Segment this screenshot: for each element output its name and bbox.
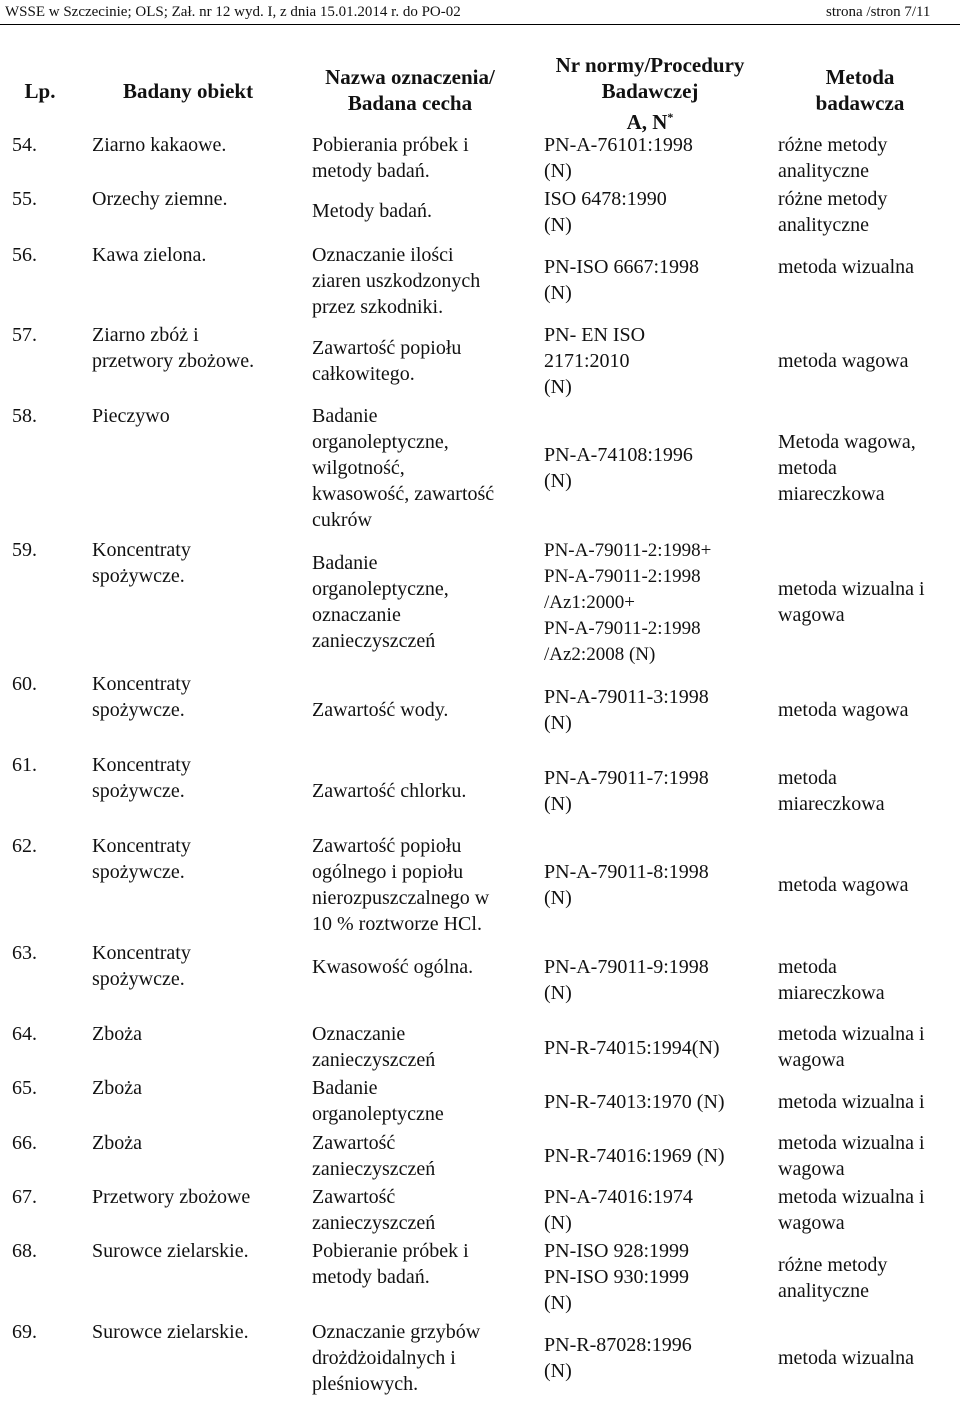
column-header-norm — [520, 52, 780, 135]
row-norm: PN-ISO 928:1999 PN-ISO 930:1999 (N) — [544, 1240, 690, 1314]
row-feature: Oznaczanie ilości ziaren uszkodzonych przez szkodniki. — [312, 244, 481, 318]
row-object: Przetwory zbożowe — [92, 1186, 251, 1208]
header-document-reference: WSSE w Szczecinie; OLS; Zał. nr 12 wyd. I, z dnia 15.01.2014 r. do PO-02 — [5, 4, 461, 20]
row-method: metoda wagowa — [778, 874, 909, 896]
row-feature: Zawartość wody. — [312, 699, 449, 721]
row-object: Koncentraty spożywcze. — [92, 754, 191, 802]
row-norm: PN-ISO 6667:1998 (N) — [544, 256, 700, 304]
row-object: Surowce zielarskie. — [92, 1240, 249, 1262]
row-feature: Zawartość chlorku. — [312, 780, 467, 802]
row-number: 57. — [12, 324, 37, 346]
page-header — [0, 0, 960, 26]
header-divider — [0, 24, 960, 25]
row-norm: PN-A-79011-2:1998+ PN-A-79011-2:1998 /Az1:2000+ PN-A-79011-2:1998 /Az2:2008 (N) — [544, 540, 712, 665]
row-norm: PN-R-74013:1970 (N) — [544, 1091, 725, 1113]
row-norm: PN-A-74016:1974 (N) — [544, 1186, 693, 1234]
row-feature: Badanie organoleptyczne — [312, 1077, 444, 1125]
row-norm: PN-A-76101:1998 (N) — [544, 134, 693, 182]
column-header-norm-text: Nr normy/Procedury Badawczej A, N — [555, 53, 745, 134]
row-number: 56. — [12, 244, 37, 266]
row-norm: PN-R-74015:1994(N) — [544, 1037, 720, 1059]
row-number: 68. — [12, 1240, 37, 1262]
row-method: metoda wizualna i wagowa — [778, 1023, 925, 1071]
row-object: Pieczywo — [92, 405, 170, 427]
row-number: 61. — [12, 754, 37, 776]
header-page-number: strona /stron 7/11 — [826, 4, 931, 20]
row-method: metoda wagowa — [778, 699, 909, 721]
row-feature: Oznaczanie grzybów drożdżoidalnych i pleśniowych. — [312, 1321, 481, 1395]
row-feature: Zawartość zanieczyszczeń — [312, 1132, 436, 1180]
row-number: 66. — [12, 1132, 37, 1154]
column-header-feature: Nazwa oznaczenia/ Badana cecha — [325, 65, 495, 115]
row-object: Kawa zielona. — [92, 244, 207, 266]
row-feature: Badanie organoleptyczne, oznaczanie zanieczyszczeń — [312, 552, 449, 652]
row-method: metoda miareczkowa — [778, 956, 885, 1004]
row-feature: Kwasowość ogólna. — [312, 956, 474, 978]
row-number: 55. — [12, 188, 37, 210]
column-header-method: Metoda badawcza — [815, 65, 905, 115]
row-norm: PN- EN ISO 2171:2010 (N) — [544, 324, 646, 398]
row-method: metoda wizualna i wagowa — [778, 578, 925, 626]
row-norm: PN-A-79011-3:1998 (N) — [544, 686, 709, 734]
row-number: 58. — [12, 405, 37, 427]
row-number: 69. — [12, 1321, 37, 1343]
row-method: metoda wizualna i wagowa — [778, 1186, 925, 1234]
row-object: Koncentraty spożywcze. — [92, 835, 191, 883]
row-object: Orzechy ziemne. — [92, 188, 228, 210]
row-feature: Zawartość popiołu całkowitego. — [312, 337, 462, 385]
row-norm: PN-A-79011-7:1998 (N) — [544, 767, 709, 815]
row-method: różne metody analityczne — [778, 188, 888, 236]
row-number: 64. — [12, 1023, 37, 1045]
row-object: Koncentraty spożywcze. — [92, 539, 191, 587]
row-method: metoda wizualna i wagowa — [778, 1132, 925, 1180]
row-norm: PN-R-87028:1996 (N) — [544, 1334, 692, 1382]
row-method: Metoda wagowa, metoda miareczkowa — [778, 431, 916, 505]
row-norm: ISO 6478:1990 (N) — [544, 188, 667, 236]
row-method: metoda wizualna — [778, 256, 915, 278]
row-feature: Oznaczanie zanieczyszczeń — [312, 1023, 436, 1071]
row-number: 59. — [12, 539, 37, 561]
row-norm: PN-R-74016:1969 (N) — [544, 1145, 725, 1167]
row-norm: PN-A-79011-9:1998 (N) — [544, 956, 709, 1004]
row-method: metoda wizualna — [778, 1347, 915, 1369]
row-object: Zboża — [92, 1077, 142, 1099]
row-object: Surowce zielarskie. — [92, 1321, 249, 1343]
row-number: 63. — [12, 942, 37, 964]
column-header-lp: Lp. — [24, 79, 56, 103]
column-header-object: Badany obiekt — [122, 79, 254, 103]
row-norm: PN-A-79011-8:1998 (N) — [544, 861, 709, 909]
row-number: 60. — [12, 673, 37, 695]
row-method: różne metody analityczne — [778, 134, 888, 182]
row-method: metoda miareczkowa — [778, 767, 885, 815]
row-feature: Zawartość zanieczyszczeń — [312, 1186, 436, 1234]
row-number: 67. — [12, 1186, 37, 1208]
row-feature: Zawartość popiołu ogólnego i popiołu nierozpuszczalnego w 10 % roztworze HCl. — [312, 835, 490, 935]
row-feature: Pobieranie próbek i metody badań. — [312, 1240, 469, 1288]
row-number: 65. — [12, 1077, 37, 1099]
row-method: metoda wizualna i — [778, 1091, 925, 1113]
row-object: Zboża — [92, 1132, 142, 1154]
row-object: Ziarno zbóż i przetwory zbożowe. — [92, 324, 255, 372]
row-number: 54. — [12, 134, 37, 156]
row-method: metoda wagowa — [778, 350, 909, 372]
row-feature: Pobierania próbek i metody badań. — [312, 134, 469, 182]
row-object: Ziarno kakaowe. — [92, 134, 227, 156]
row-number: 62. — [12, 835, 37, 857]
row-feature: Metody badań. — [312, 200, 432, 222]
row-object: Zboża — [92, 1023, 142, 1045]
row-object: Koncentraty spożywcze. — [92, 942, 191, 990]
row-method: różne metody analityczne — [778, 1254, 888, 1302]
row-object: Koncentraty spożywcze. — [92, 673, 191, 721]
row-norm: PN-A-74108:1996 (N) — [544, 444, 693, 492]
column-header-norm-footnote: * — [667, 110, 674, 124]
row-feature: Badanie organoleptyczne, wilgotność, kwasowość, zawartość cukrów — [312, 405, 495, 531]
